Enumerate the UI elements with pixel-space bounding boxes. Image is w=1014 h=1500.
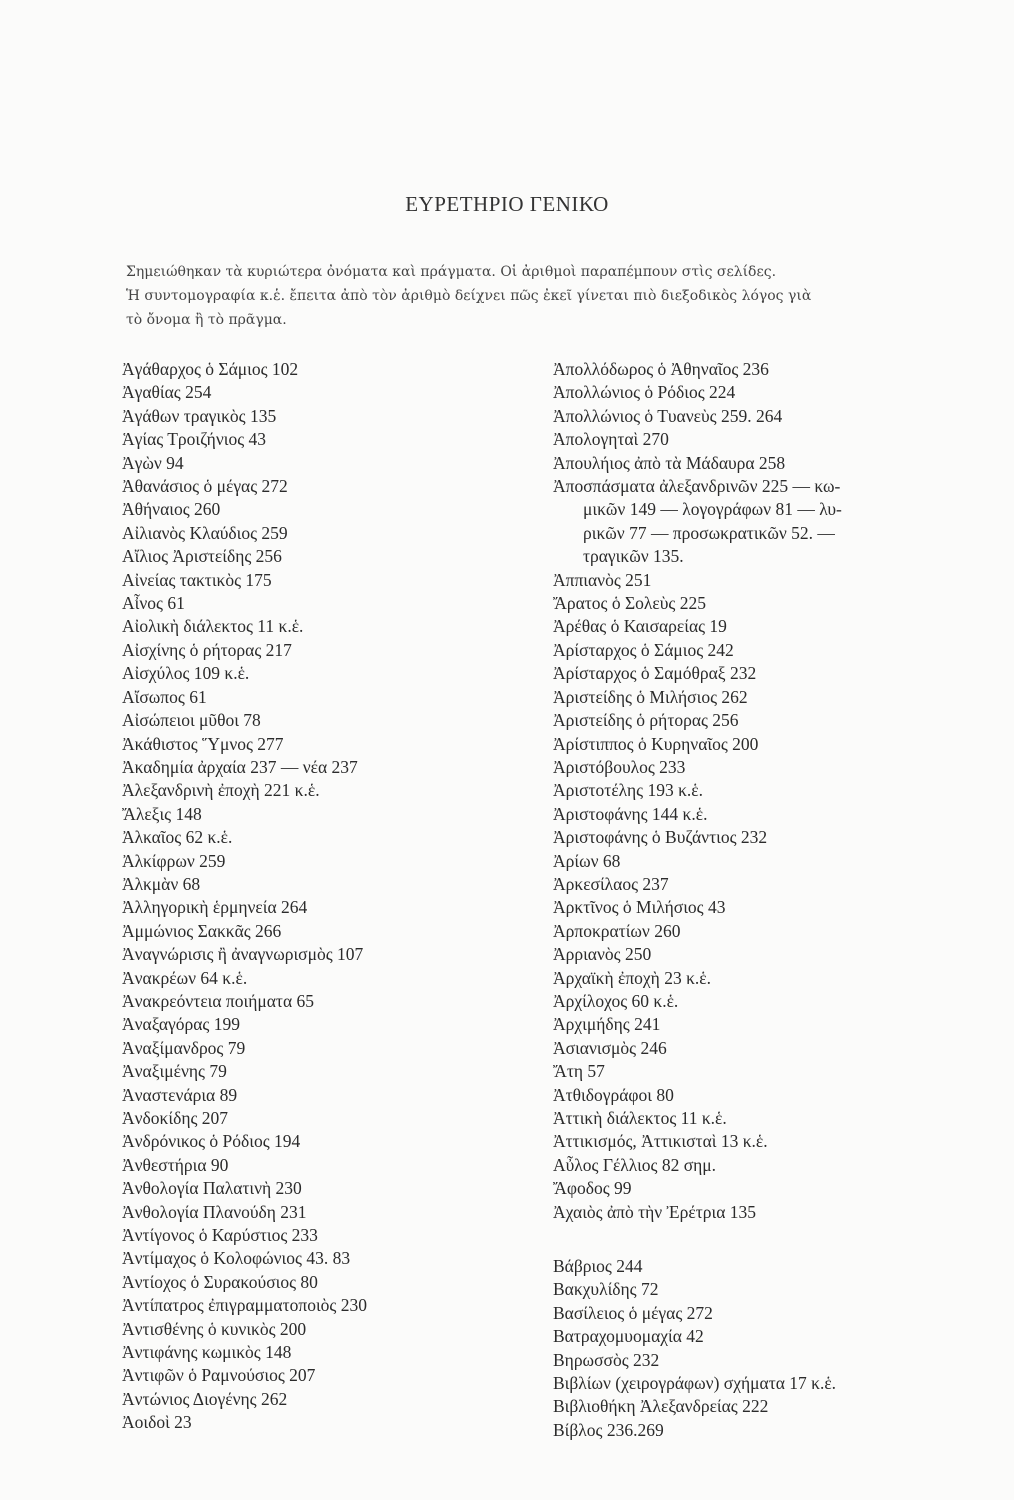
index-entry: Ἀπολλώνιος ὁ Ρόδιος 224 <box>553 382 736 403</box>
index-entry: Βίβλος 236.269 <box>553 1419 664 1440</box>
index-entry: Ἀοιδοὶ 23 <box>122 1412 192 1433</box>
index-entry: Ἀγάθαρχος ὁ Σάμιος 102 <box>122 359 299 379</box>
intro-line: Σημειώθηκαν τὰ κυριώτερα ὀνόματα καὶ πράγματα. Οἱ ἀριθμοὶ παραπέμπουν στὶς σελίδες. <box>126 264 777 280</box>
index-entry: Ἀναστενάρια 89 <box>122 1084 238 1105</box>
index-entry: Ἀπολλόδωρος ὁ Ἀθηναῖος 236 <box>553 359 769 379</box>
index-entry: Βάβριος 244 <box>553 1256 643 1277</box>
entry-line: μικῶν 149 — λογογράφων 81 — λυ- <box>583 499 842 520</box>
index-entry: Ἀρκτῖνος ὁ Μιλήσιος 43 <box>553 897 726 918</box>
index-entry: Αἰνείας τακτικὸς 175 <box>122 569 272 590</box>
index-entry: Ἄφοδος 99 <box>553 1178 632 1199</box>
index-entry: Ἀγὼν 94 <box>122 452 184 473</box>
index-entry: Ἀντίμαχος ὁ Κολοφώνιος 43. 83 <box>122 1248 351 1269</box>
index-entry: Ἀντιφάνης κωμικὸς 148 <box>122 1342 292 1363</box>
index-entry: Αἰσχίνης ὁ ρήτορας 217 <box>122 639 292 660</box>
index-entry: Ἀγάθων τραγικὸς 135 <box>122 405 277 426</box>
intro-note <box>126 260 956 332</box>
index-entry: Ἀλκαῖος 62 κ.ἑ. <box>122 827 233 848</box>
index-entry: Ἀριστόβουλος 233 <box>553 756 686 777</box>
page-title: ΕΥΡΕΤΗΡΙΟ ΓΕΝΙΚΟ <box>405 192 609 216</box>
index-entry: Ἀρίσταρχος ὁ Σάμιος 242 <box>553 639 734 660</box>
index-entry: Βιβλίων (χειρογράφων) σχήματα 17 κ.ἑ. <box>553 1373 837 1394</box>
index-entry: Ἀπουλήιος ἀπὸ τὰ Μάδαυρα 258 <box>553 452 786 473</box>
index-entry: Ἀντισθένης ὁ κυνικὸς 200 <box>122 1318 307 1339</box>
index-entry: Αἶνος 61 <box>122 593 185 614</box>
index-entry: Ἀριστοφάνης 144 κ.ἑ. <box>553 803 708 824</box>
section-gap <box>553 1224 973 1255</box>
index-entry: Ἀρχαϊκὴ ἐποχὴ 23 κ.ἑ. <box>553 967 711 988</box>
index-entry: Ἀνθολογία Πλανούδη 231 <box>122 1201 307 1222</box>
index-entry: Ἀχαιὸς ἀπὸ τὴν Ἐρέτρια 135 <box>553 1201 756 1222</box>
index-entry: Αἴλιος Ἀριστείδης 256 <box>122 546 282 567</box>
index-entry: Ἀριστοφάνης ὁ Βυζάντιος 232 <box>553 827 768 848</box>
index-entry: Ἀτθιδογράφοι 80 <box>553 1084 674 1105</box>
index-entry: Αὖλος Γέλλιος 82 σημ. <box>553 1154 717 1175</box>
index-entry: Ἀνακρεόντεια ποιήματα 65 <box>122 990 314 1011</box>
index-entry: Ἀναγνώρισις ἢ ἀναγνωρισμὸς 107 <box>122 944 364 965</box>
index-entry: Ἄρατος ὁ Σολεὺς 225 <box>553 593 706 614</box>
index-entry: Ἀναξιμένης 79 <box>122 1061 227 1082</box>
index-entry: Ἀνθολογία Παλατινὴ 230 <box>122 1178 302 1199</box>
index-entry: Ἀνθεστήρια 90 <box>122 1154 229 1175</box>
index-entry: Ἀρχιμήδης 241 <box>553 1014 661 1035</box>
index-entry: Ἀττικισμός, Ἀττικισταὶ 13 κ.ἑ. <box>553 1131 768 1152</box>
index-entry: Ἀνακρέων 64 κ.ἑ. <box>122 967 248 988</box>
index-entry: Ἀθήναιος 260 <box>122 499 221 520</box>
index-entry: Ἀγαθίας 254 <box>122 382 212 403</box>
index-entry: Ἀρχίλοχος 60 κ.ἑ. <box>553 990 679 1011</box>
index-entry: Ἀρποκρατίων 260 <box>553 920 681 941</box>
index-entry: Ἀλεξανδρινὴ ἐποχὴ 221 κ.ἑ. <box>122 780 320 801</box>
entry-line: Ἀποσπάσματα ἀλεξανδρινῶν 225 — κω- <box>553 476 841 497</box>
index-column-right <box>553 358 973 1442</box>
index-entry: Ἀκάθιστος Ὕμνος 277 <box>122 733 284 754</box>
index-entry: Ἀρίστιππος ὁ Κυρηναῖος 200 <box>553 733 759 754</box>
index-entry: Ἀναξαγόρας 199 <box>122 1014 240 1035</box>
index-entry: Ἀλκίφρων 259 <box>122 850 226 871</box>
index-entry: Αἰολικὴ διάλεκτος 11 κ.ἑ. <box>122 616 304 637</box>
index-entry: Ἀντίοχος ὁ Συρακούσιος 80 <box>122 1271 318 1292</box>
index-entry: Ἀρίσταρχος ὁ Σαμόθραξ 232 <box>553 663 757 684</box>
entry-line: τραγικῶν 135. <box>583 546 684 567</box>
index-entry: Ἀρκεσίλαος 237 <box>553 873 669 894</box>
intro-line: Ἡ συντομογραφία κ.ἑ. ἔπειτα ἀπὸ τὸν ἀριθμὸ δείχνει πῶς ἐκεῖ γίνεται πιὸ διεξοδικὸς λόγος γιὰ <box>126 288 812 304</box>
index-entry <box>553 475 973 569</box>
index-entry: Ἀλληγορικὴ ἑρμηνεία 264 <box>122 897 308 918</box>
index-entry: Ἀρριανὸς 250 <box>553 944 652 965</box>
index-entry: Ἀπολογηταὶ 270 <box>553 429 669 450</box>
index-entry: Ἀλκμὰν 68 <box>122 873 201 894</box>
index-entry: Ἀσιανισμὸς 246 <box>553 1037 667 1058</box>
index-entry: Ἄτη 57 <box>553 1061 605 1082</box>
index-entry: Αἰσχύλος 109 κ.ἑ. <box>122 663 250 684</box>
index-entry: Ἀριστοτέλης 193 κ.ἑ. <box>553 780 704 801</box>
index-entry: Ἀνδοκίδης 207 <box>122 1108 229 1128</box>
index-entry: Ἀμμώνιος Σακκᾶς 266 <box>122 920 282 941</box>
index-entry: Ἀντιφῶν ὁ Ραμνούσιος 207 <box>122 1365 316 1386</box>
index-entry: Ἀντίπατρος ἐπιγραμματοποιὸς 230 <box>122 1295 367 1316</box>
index-entry: Ἀπολλώνιος ὁ Τυανεὺς 259. 264 <box>553 405 783 426</box>
index-entry: Αἴσωπος 61 <box>122 686 207 707</box>
index-entry: Βατραχομυομαχία 42 <box>553 1326 704 1347</box>
index-entry: Ἀνδρόνικος ὁ Ρόδιος 194 <box>122 1131 301 1152</box>
index-entry: Ἀντίγονος ὁ Καρύστιος 233 <box>122 1225 318 1246</box>
index-entry: Βηρωσσὸς 232 <box>553 1349 660 1370</box>
index-entry: Ἄλεξις 148 <box>122 803 202 824</box>
index-entry: Αἰσώπειοι μῦθοι 78 <box>122 710 261 731</box>
index-entry: Ἀθανάσιος ὁ μέγας 272 <box>122 476 288 497</box>
index-entry: Ἀρέθας ὁ Καισαρείας 19 <box>553 616 727 637</box>
index-entry: Ἀρίων 68 <box>553 850 621 871</box>
index-entry: Ἁγίας Τροιζήνιος 43 <box>122 429 267 450</box>
index-entry: Αἰλιανὸς Κλαύδιος 259 <box>122 522 288 543</box>
entry-line: ρικῶν 77 — προσωκρατικῶν 52. — <box>583 522 835 543</box>
index-entry: Ἀττικὴ διάλεκτος 11 κ.ἑ. <box>553 1108 727 1128</box>
index-entry: Βακχυλίδης 72 <box>553 1279 659 1300</box>
index-entry: Ἀκαδημία ἀρχαία 237 — νέα 237 <box>122 756 358 777</box>
intro-line: τὸ ὄνομα ἢ τὸ πρᾶγμα. <box>126 312 287 328</box>
index-column-left <box>122 358 522 1435</box>
index-entry: Ἀππιανὸς 251 <box>553 569 652 590</box>
index-entry: Ἀριστείδης ὁ Μιλήσιος 262 <box>553 686 748 707</box>
index-entry: Ἀριστείδης ὁ ρήτορας 256 <box>553 710 739 731</box>
index-entry: Ἀναξίμανδρος 79 <box>122 1037 246 1058</box>
index-entry: Ἀντώνιος Διογένης 262 <box>122 1388 288 1409</box>
index-entry: Βασίλειος ὁ μέγας 272 <box>553 1302 713 1323</box>
index-entry: Βιβλιοθήκη Ἀλεξανδρείας 222 <box>553 1396 769 1417</box>
